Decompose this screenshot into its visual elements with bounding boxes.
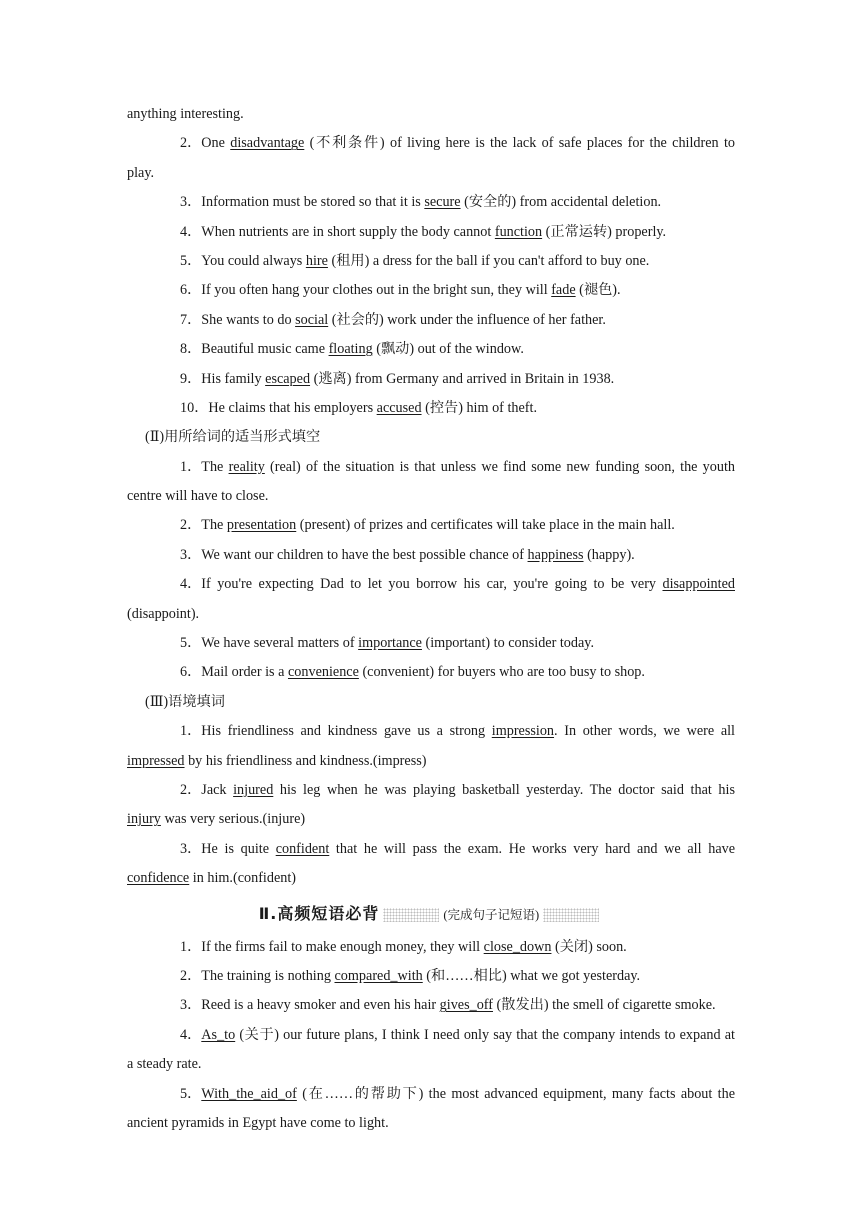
sentence-text: (褪色).: [575, 282, 621, 299]
sentence-text: Jack: [201, 781, 234, 798]
sentence-text: The: [201, 458, 229, 475]
answer-blank: disadvantage: [230, 135, 305, 152]
document-page: [127, 100, 735, 1138]
item-number: 3．: [180, 194, 202, 211]
exercise-item: [127, 991, 735, 1020]
sentence-text: The training is nothing: [201, 967, 335, 984]
sentence-text: play.: [127, 164, 155, 181]
sentence-text: One: [201, 135, 231, 152]
sentence-text: If you're expecting Dad to let you borrow his car, you're going to be very: [201, 576, 663, 593]
sentence-text: (present) of prizes and certificates will take place in the main hall.: [296, 517, 675, 534]
item-number: 5．: [180, 1085, 202, 1102]
exercise-item: [127, 247, 735, 276]
subsection-heading: [127, 688, 735, 717]
sentence-text: (社会的) work under the influence of her father.: [328, 311, 606, 328]
item-number: 9．: [180, 370, 202, 387]
sentence-text: was very serious.(injure): [160, 811, 306, 828]
answer-blank: floating: [328, 341, 373, 358]
answer-blank: happiness: [527, 546, 584, 563]
answer-blank: confidence: [127, 870, 190, 887]
exercise-item: [127, 835, 735, 864]
answer-blank: function: [494, 223, 543, 240]
sentence-text: a steady rate.: [127, 1056, 202, 1073]
exercise-item: [127, 335, 735, 364]
answer-blank: As_to: [201, 1026, 236, 1043]
item-number: 10．: [180, 399, 209, 416]
answer-blank: secure: [424, 194, 461, 211]
sentence-text: (租用) a dress for the ball if you can't afford to buy one.: [327, 252, 650, 269]
exercise-continuation: [127, 805, 735, 834]
sentence-text: When nutrients are in short supply the body cannot: [201, 223, 495, 240]
answer-blank: injury: [127, 811, 161, 828]
sentence-text: (real) of the situation is that unless we find some new funding soon, the youth: [264, 458, 735, 475]
exercise-item: [127, 129, 735, 158]
sentence-text: (和……相比) what we got yesterday.: [422, 967, 641, 984]
sentence-text: (Ⅱ)用所给词的适当形式填空: [145, 429, 321, 446]
exercise-item: [127, 218, 735, 247]
sentence-text: If the firms fail to make enough money, they will: [201, 938, 484, 955]
item-number: 5．: [180, 252, 202, 269]
sentence-text: (important) to consider today.: [421, 635, 594, 652]
sentence-text: (不利条件) of living here is the lack of safe places for the children to: [304, 135, 735, 152]
item-number: 2．: [180, 135, 202, 152]
exercise-item: [127, 541, 735, 570]
sentence-text: (happy).: [583, 546, 635, 563]
answer-blank: compared_with: [334, 967, 423, 984]
sentence-text: that he will pass the exam. He works very hard and we all have: [329, 840, 736, 857]
section-subtitle: (完成句子记短语): [443, 907, 540, 922]
exercise-item: [127, 570, 735, 599]
sentence-text: He claims that his employers: [208, 399, 377, 416]
answer-blank: fade: [551, 282, 576, 299]
exercise-item: [127, 962, 735, 991]
sentence-text: . In other words, we were all: [554, 723, 735, 740]
sentence-text: (关闭) soon.: [551, 938, 627, 955]
answer-blank: escaped: [265, 370, 311, 387]
section-heading: [127, 897, 735, 931]
sentence-text: in him.(confident): [189, 870, 297, 887]
exercise-item: [127, 511, 735, 540]
answer-blank: confident: [275, 840, 330, 857]
item-number: 5．: [180, 635, 202, 652]
sentence-text: Mail order is a: [201, 664, 288, 681]
answer-blank: hire: [305, 252, 328, 269]
sentence-text: You could always: [201, 252, 306, 269]
exercise-item: [127, 365, 735, 394]
sentence-text: His family: [201, 370, 266, 387]
sentence-text: ancient pyramids in Egypt have come to light.: [127, 1114, 389, 1131]
answer-blank: With_the_aid_of: [201, 1085, 297, 1102]
sentence-text: If you often hang your clothes out in the bright sun, they will: [201, 282, 552, 299]
sentence-text: (Ⅲ)语境填词: [145, 693, 225, 710]
exercise-continuation: [127, 1109, 735, 1138]
item-number: 2．: [180, 781, 202, 798]
exercise-item: [127, 776, 735, 805]
sentence-text: Information must be stored so that it is: [201, 194, 425, 211]
sentence-text: We want our children to have the best possible chance of: [201, 546, 528, 563]
exercise-continuation: [127, 1050, 735, 1079]
sentence-text: She wants to do: [201, 311, 296, 328]
sentence-text: (安全的) from accidental deletion.: [460, 194, 662, 211]
sentence-text: (控告) him of theft.: [421, 399, 537, 416]
sentence-text: centre will have to close.: [127, 488, 269, 505]
item-number: 4．: [180, 223, 202, 240]
exercise-item: [127, 717, 735, 746]
exercise-continuation: [127, 100, 735, 129]
item-number: 2．: [180, 517, 202, 534]
item-number: 2．: [180, 967, 202, 984]
exercise-continuation: [127, 159, 735, 188]
sentence-text: (散发出) the smell of cigarette smoke.: [492, 997, 716, 1014]
answer-blank: importance: [358, 635, 422, 652]
item-number: 6．: [180, 282, 202, 299]
item-number: 7．: [180, 311, 202, 328]
exercise-item: [127, 453, 735, 482]
sentence-text: (关于) our future plans, I think I need only say that the company intends to expand at: [235, 1026, 735, 1043]
subsection-heading: [127, 423, 735, 452]
item-number: 1．: [180, 938, 202, 955]
sentence-text: (在……的帮助下) the most advanced equipment, many facts about the: [296, 1085, 735, 1102]
exercise-continuation: [127, 864, 735, 893]
answer-blank: disappointed: [662, 576, 735, 593]
exercise-continuation: [127, 482, 735, 511]
sentence-text: (disappoint).: [127, 605, 200, 622]
exercise-item: [127, 188, 735, 217]
sentence-text: We have several matters of: [201, 635, 359, 652]
dotted-decoration: [383, 908, 439, 922]
answer-blank: reality: [228, 458, 265, 475]
exercise-item: [127, 306, 735, 335]
exercise-item: [127, 933, 735, 962]
item-number: 4．: [180, 576, 202, 593]
sentence-text: (飘动) out of the window.: [372, 341, 524, 358]
sentence-text: (convenient) for buyers who are too busy to shop.: [358, 664, 645, 681]
answer-blank: accused: [376, 399, 422, 416]
answer-blank: presentation: [226, 517, 297, 534]
exercise-item: [127, 1080, 735, 1109]
sentence-text: Reed is a heavy smoker and even his hair: [201, 997, 440, 1014]
answer-blank: injured: [233, 781, 274, 798]
item-number: 3．: [180, 546, 202, 563]
item-number: 1．: [180, 723, 202, 740]
answer-blank: close_down: [483, 938, 552, 955]
answer-blank: impression: [491, 723, 555, 740]
exercise-continuation: [127, 600, 735, 629]
item-number: 6．: [180, 664, 202, 681]
sentence-text: The: [201, 517, 227, 534]
sentence-text: (正常运转) properly.: [542, 223, 667, 240]
dotted-decoration: [543, 908, 599, 922]
exercise-item: [127, 394, 735, 423]
answer-blank: impressed: [127, 752, 185, 769]
sentence-text: Beautiful music came: [201, 341, 329, 358]
sentence-text: He is quite: [201, 840, 276, 857]
item-number: 8．: [180, 341, 202, 358]
item-number: 3．: [180, 840, 202, 857]
item-number: 3．: [180, 997, 202, 1014]
item-number: 1．: [180, 458, 202, 475]
sentence-text: His friendliness and kindness gave us a strong: [201, 723, 492, 740]
sentence-text: anything interesting.: [127, 106, 244, 122]
answer-blank: gives_off: [439, 997, 493, 1014]
answer-blank: social: [295, 311, 329, 328]
exercise-item: [127, 1021, 735, 1050]
sentence-text: by his friendliness and kindness.(impress): [184, 752, 427, 769]
exercise-continuation: [127, 747, 735, 776]
section-title: Ⅱ.高频短语必背: [258, 903, 380, 923]
sentence-text: (逃离) from Germany and arrived in Britain in 1938.: [310, 370, 615, 387]
exercise-item: [127, 629, 735, 658]
sentence-text: his leg when he was playing basketball yesterday. The doctor said that his: [273, 781, 735, 798]
item-number: 4．: [180, 1026, 202, 1043]
exercise-item: [127, 658, 735, 687]
exercise-item: [127, 276, 735, 305]
answer-blank: convenience: [287, 664, 359, 681]
